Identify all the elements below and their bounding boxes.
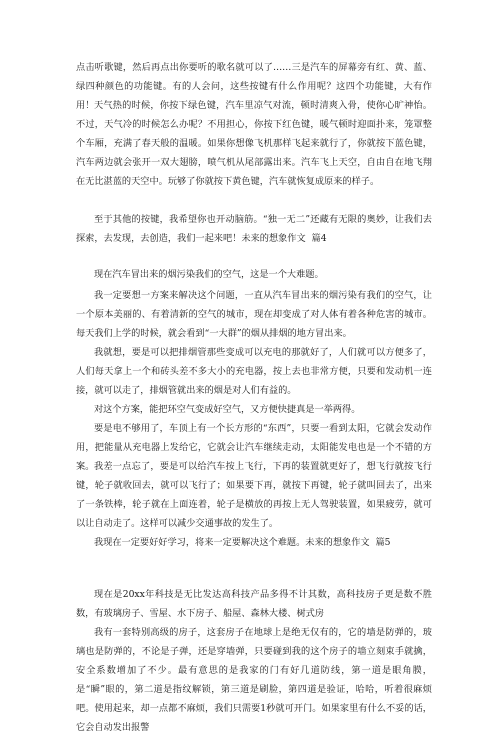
section1-paragraph-2: 天气热的时候，你按下绿色键，汽车里凉气对流，顿时清爽入骨，使你心旷神怡。不过，天气冷的时候怎么办呢？不用担心，你按下红色键，暖气顿时迎面扑来，笼罩整个车厢，充满了春天般的温暖。如果你想像飞机那样飞起来就行了，你就按下蓝色键，汽车两边就会张开一双大翅膀，喷气机从尾部露出来。汽车飞上天空，自由自在地飞翔在无比湛蓝的天空中。玩够了你就按下黄色键，汽车就恢复成原来的样子。	[76, 100, 432, 188]
section1-paragraph-1: 点击听歌键，然后再点出你要听的歌名就可以了……三是汽车的屏幕旁有红、黄、蓝、绿四种颜色的功能键。有的人会问，这些按键有什么作用呢？这四个功能键，大有作用！	[76, 62, 432, 112]
section2-paragraph-4: 对这个方案，能把环空气变成好空气，又方便快捷真是一举两得。	[94, 404, 361, 415]
section2-paragraph-1: 现在汽车冒出来的烟污染我们的空气，这是一个大难题。	[94, 269, 324, 280]
section3-paragraph-1: 现在是20xx年科技是无比发达高科技产品多得不计其数，高科技房子更是数不胜数，有玻璃房子、雪屋、水下房子、船屋、森林大楼、树式房	[76, 589, 432, 620]
section2-paragraph-6: 我差一点忘了，要是可以给汽车按上飞行，下再的装置就更好了，想飞行就按飞行键，轮子就收回去，就可以飞行了；如果要下再，就按下再键，轮子就叫回去了，出来了一条铁棒，轮子就在上面连着，轮子是横放的再按上无人驾驶装置，如果疲劳，就可以让自动走了。这样可以减少交通事故的发生了。	[76, 461, 432, 530]
section1-paragraph-3: 至于其他的按键，我希望你也开动脑筋。“独一无二”还藏有无限的奥妙，让我们去探索，去发现，去创造，我们一起来吧！未来的想象作文 篇4	[76, 214, 432, 245]
section3-paragraph-2: 我有一套特别高级的房子，这套房子在地球上是绝无仅有的，它的墙是防弹的，玻璃也是防弹的，不论是子弹，还是穿墙弹，只要碰到我的这个房子的墙立刻束手就擒，安全系数增加了不少。最有意思的是我家的门有好几道防线，第一道是眼角膜，是“瞬”眼的，第二道是指纹解锁，第三道是刷脸，第四道是验证，哈哈，听着很麻烦吧。使用起来，却一点都不麻烦，我们只需要1秒就可开门。如果家里有什么不妥的话，它会自动发出报警	[76, 627, 432, 734]
section2-paragraph-5: 要是电不够用了，车顶上有一个长方形的“东西”，只要一看到太阳，它就会发动作用，把能量从充电器上发给它，它就会让汽车继续走动，太阳能发电也是一个不错的方案。	[76, 423, 432, 473]
section2-paragraph-3: 我就想，要是可以把排烟管那些变成可以充电的那就好了，人们就可以方便多了，人们每天拿上一个和砖头差不多大小的充电器，按上去也非常方便，只要和发动机一连接，就可以走了，排烟管就出来的烟是对人们有益的。	[76, 347, 432, 397]
section2-paragraph-2: 我一定要想一方案来解决这个问题，一直从汽车冒出来的烟污染有我们的空气，让一个原本美丽的、有着清新的空气的城市，现在却变成了对人体有着各种危害的城市。每天我们上学的时候，就会看到“一大群”的烟从排烟的地方冒出来。	[76, 290, 432, 340]
section2-paragraph-7: 我现在一定要好好学习，将来一定要解决这个难题。未来的想象作文 篇5	[94, 537, 391, 548]
